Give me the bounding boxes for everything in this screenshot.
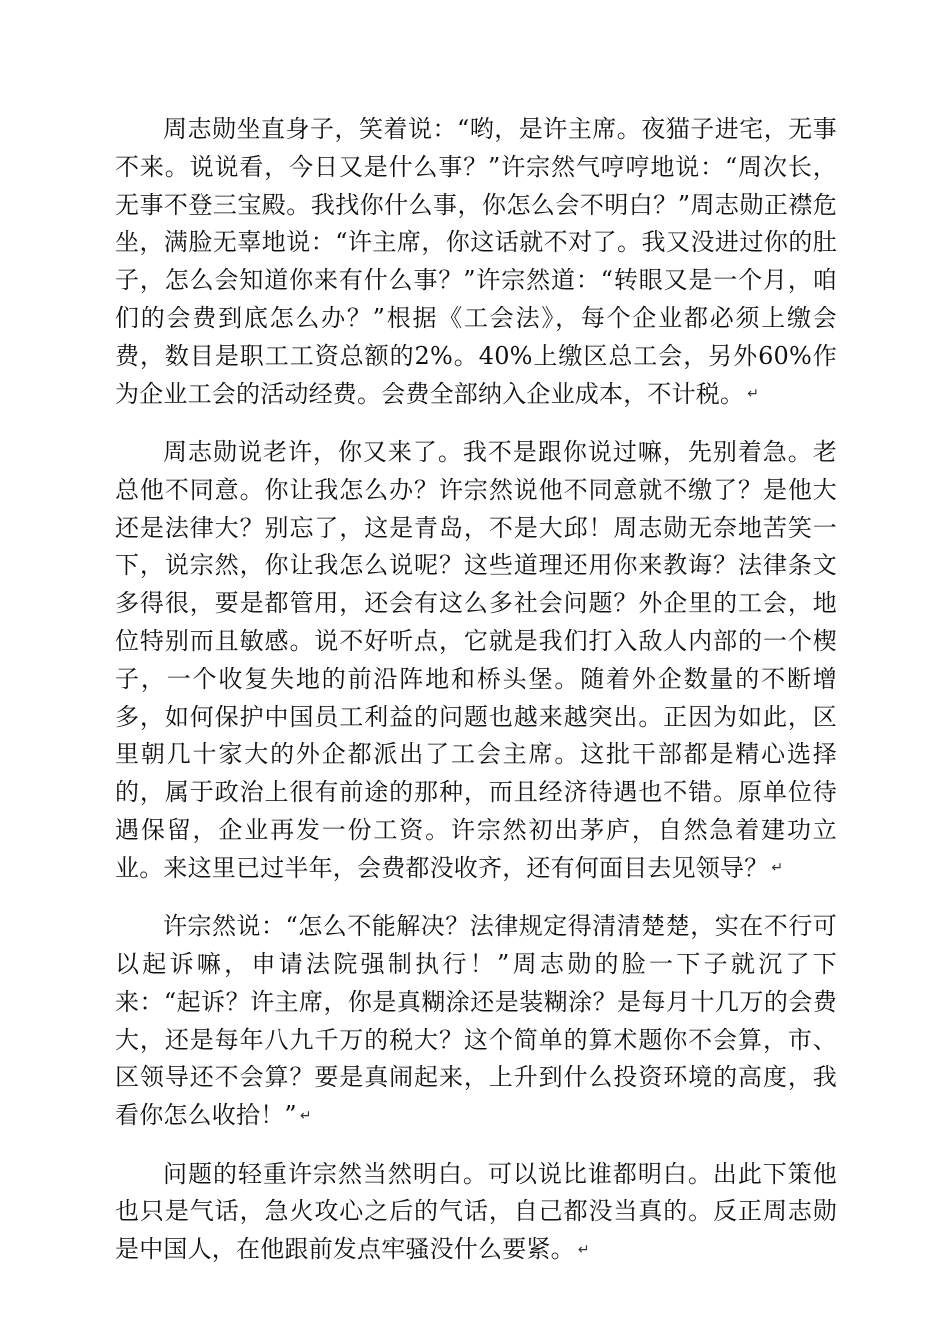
- paragraph-4-text: 问题的轻重许宗然当然明白。可以说比谁都明白。出此下策他也只是气话，急火攻心之后的气话，自己都没当真的。反正周志勋是中国人，在他跟前发点牢骚没什么要紧。: [115, 1159, 837, 1264]
- paragraph-mark-icon: ↵: [577, 1241, 590, 1258]
- paragraph-2: [115, 434, 837, 888]
- paragraph-1-text: 周志勋坐直身子，笑着说：“哟，是许主席。夜猫子进宅，无事不来。说说看，今日又是什么事？”许宗然气哼哼地说：“周次长，无事不登三宝殿。我找你什么事，你怎么会不明白？”周志勋正襟危坐，满脸无辜地说：“许主席，你这话就不对了。我又没进过你的肚子，怎么会知道你来有什么事？”许宗然道：“转眼又是一个月，咱们的会费到底怎么办？”根据《工会法》，每个企业都必须上缴会费，数目是职工工资总额的2%。40%上缴区总工会，另外60%作为企业工会的活动经费。会费全部纳入企业成本，不计税。: [115, 115, 837, 408]
- paragraph-3-text: 许宗然说：“怎么不能解决？法律规定得清清楚楚，实在不行可以起诉嘛，申请法院强制执行！”周志勋的脸一下子就沉了下来：“起诉？许主席，你是真糊涂还是装糊涂？是每月十几万的会费大，还是每年八九千万的税大？这个简单的算术题你不会算，市、区领导还不会算？要是真闹起来，上升到什么投资环境的高度，我看你怎么收拾！”: [115, 912, 837, 1130]
- paragraph-3: [115, 908, 837, 1135]
- document-body: [115, 111, 837, 1289]
- paragraph-1: [115, 111, 837, 414]
- paragraph-4: [115, 1156, 837, 1270]
- paragraph-2-text: 周志勋说老许，你又来了。我不是跟你说过嘛，先别着急。老总他不同意。你让我怎么办？许宗然说他不同意就不缴了？是他大还是法律大？别忘了，这是青岛，不是大邱！周志勋无奈地苦笑一下，说宗然，你让我怎么说呢？这些道理还用你来教诲？法律条文多得很，要是都管用，还会有这么多社会问题？外企里的工会，地位特别而且敏感。说不好听点，它就是我们打入敌人内部的一个楔子，一个收复失地的前沿阵地和桥头堡。随着外企数量的不断增多，如何保护中国员工利益的问题也越来越突出。正因为如此，区里朝几十家大的外企都派出了工会主席。这批干部都是精心选择的，属于政治上很有前途的那种，而且经济待遇也不错。原单位待遇保留，企业再发一份工资。许宗然初出茅庐，自然急着建功立业。来这里已过半年，会费都没收齐，还有何面目去见领导？: [115, 437, 837, 882]
- paragraph-mark-icon: ↵: [747, 386, 760, 403]
- paragraph-mark-icon: ↵: [299, 1107, 312, 1124]
- paragraph-mark-icon: ↵: [771, 860, 784, 877]
